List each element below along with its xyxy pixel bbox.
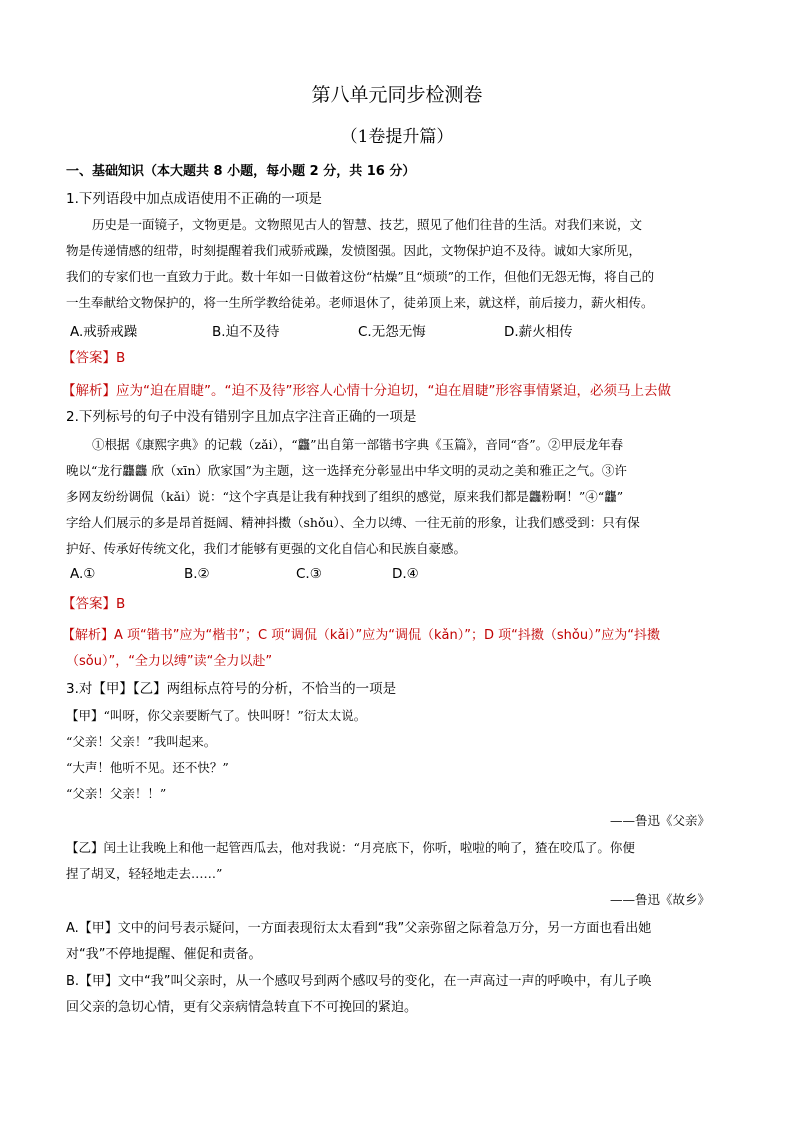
- q3-option-b: B.【甲】文中“我”叫父亲时，从一个感叹号到两个感叹号的变化，在一声高过一声的呼唤中，有儿子唤: [66, 974, 652, 989]
- q2-option-c: C.③: [296, 566, 322, 582]
- q3-yi-line: 捏了胡叉，轻轻地走去……”: [66, 866, 223, 881]
- explanation-label: 【解析】: [62, 383, 116, 399]
- q2-passage-line: 晚以“龙行龘龘 欣（xīn）欣家国”为主题，这一选择充分彰显出中华文明的灵动之美和雅正之气。③许: [66, 463, 627, 478]
- question-1-stem: 1.下列语段中加点成语使用不正确的一项是: [66, 191, 322, 207]
- q3-jia-line: “大声！他听不见。还不快？”: [66, 760, 229, 775]
- q3-option-a-cont: 对“我”不停地提醒、催促和责备。: [66, 947, 262, 962]
- q1-option-a: A.戒骄戒躁: [70, 324, 138, 340]
- q3-jia-line: “父亲！父亲！！”: [66, 786, 167, 801]
- q1-option-b: B.迫不及待: [212, 324, 280, 340]
- q2-passage-line: ①根据《康熙字典》的记载（zǎi），“龘”出自第一部锴书字典《玉篇》，音同“沓”。②甲辰龙年春: [92, 437, 624, 452]
- q1-option-c: C.无怨无悔: [358, 324, 426, 340]
- explanation-text: 应为“迫在眉睫”。“迫不及待”形容人心情十分迫切，“迫在眉睫”形容事情紧迫，必须马上去做: [116, 383, 671, 399]
- q1-passage-line: 我们的专家们也一直致力于此。数十年如一日做着这份“枯燥”且“烦琐”的工作，但他们无怨无悔，将自己的: [66, 269, 655, 284]
- q2-option-d: D.④: [392, 566, 419, 582]
- q3-option-b-cont: 回父亲的急切心情，更有父亲病情急转直下不可挽回的紧迫。: [66, 1000, 418, 1015]
- question-3-stem: 3.对【甲】【乙】两组标点符号的分析，不恰当的一项是: [66, 681, 397, 697]
- q2-passage-line: 字给人们展示的多是昂首挺阔、精神抖擞（shǒu）、全力以缚、一往无前的形象，让我们感受到：只有保: [66, 515, 640, 530]
- q3-yi-source: ——鲁迅《故乡》: [610, 892, 711, 907]
- q1-passage-line: 一生奉献给文物保护的，将一生所学教给徒弟。老师退休了，徒弟顶上来，就这样，前后接力，薪火相传。: [66, 295, 654, 310]
- q1-answer: [62, 346, 125, 366]
- answer-value: B: [116, 350, 126, 366]
- q2-option-a: A.①: [70, 566, 96, 582]
- explanation-label: 【解析】: [62, 628, 115, 643]
- answer-value: B: [116, 596, 126, 612]
- q2-answer: [62, 592, 125, 612]
- q3-option-a: A.【甲】文中的问号表示疑问，一方面表现衍太太看到“我”父亲弥留之际着急万分，另一方面也看出她: [66, 921, 652, 936]
- explanation-text: A 项“锴书”应为“楷书”；C 项“调侃（kǎi）”应为“调侃（kǎn）”；D 项“抖擞（shǒu）”应为“抖擞: [114, 628, 661, 643]
- page-subtitle: （1卷提升篇）: [340, 127, 454, 147]
- question-2-stem: 2.下列标号的句子中没有错别字且加点字注音正确的一项是: [66, 409, 417, 425]
- q3-jia-line: 【甲】“叫呀，你父亲要断气了。快叫呀！”衍太太说。: [66, 708, 367, 723]
- answer-label: 【答案】: [62, 596, 116, 612]
- answer-label: 【答案】: [62, 350, 116, 366]
- q2-passage-line: 多网友纷纷调侃（kǎi）说：“这个字真是让我有种找到了组织的感觉，原来我们都是龘粉啊！”④“龘”: [66, 489, 624, 504]
- q2-explanation: [62, 624, 660, 643]
- q2-explanation-cont: （sǒu）”，“全力以缚”读“全力以赴”: [66, 654, 273, 669]
- page-title: 第八单元同步检测卷: [311, 84, 483, 106]
- q3-jia-source: ——鲁迅《父亲》: [610, 813, 711, 828]
- q1-passage-line: 物是传递情感的纽带，时刻提醒着我们戒骄戒躁，发愤图强。因此，文物保护迫不及待。诚如大家所见，: [66, 243, 642, 258]
- q2-passage-line: 护好、传承好传统文化，我们才能够有更强的文化自信心和民族自豪感。: [66, 541, 467, 556]
- q1-passage-line: 历史是一面镜子，文物更是。文物照见古人的智慧、技艺，照见了他们往昔的生活。对我们来说，文: [92, 217, 643, 232]
- q3-yi-line: 【乙】闰土让我晚上和他一起管西瓜去，他对我说：“月亮底下，你听，啦啦的响了，猹在咬瓜了。你便: [66, 840, 635, 855]
- q3-jia-line: “父亲！父亲！”我叫起来。: [66, 734, 217, 749]
- q2-option-b: B.②: [184, 566, 210, 582]
- q1-explanation: [62, 379, 671, 399]
- q1-option-d: D.薪火相传: [504, 324, 573, 340]
- section-heading: 一、基础知识（本大题共 8 小题，每小题 2 分，共 16 分）: [66, 164, 416, 179]
